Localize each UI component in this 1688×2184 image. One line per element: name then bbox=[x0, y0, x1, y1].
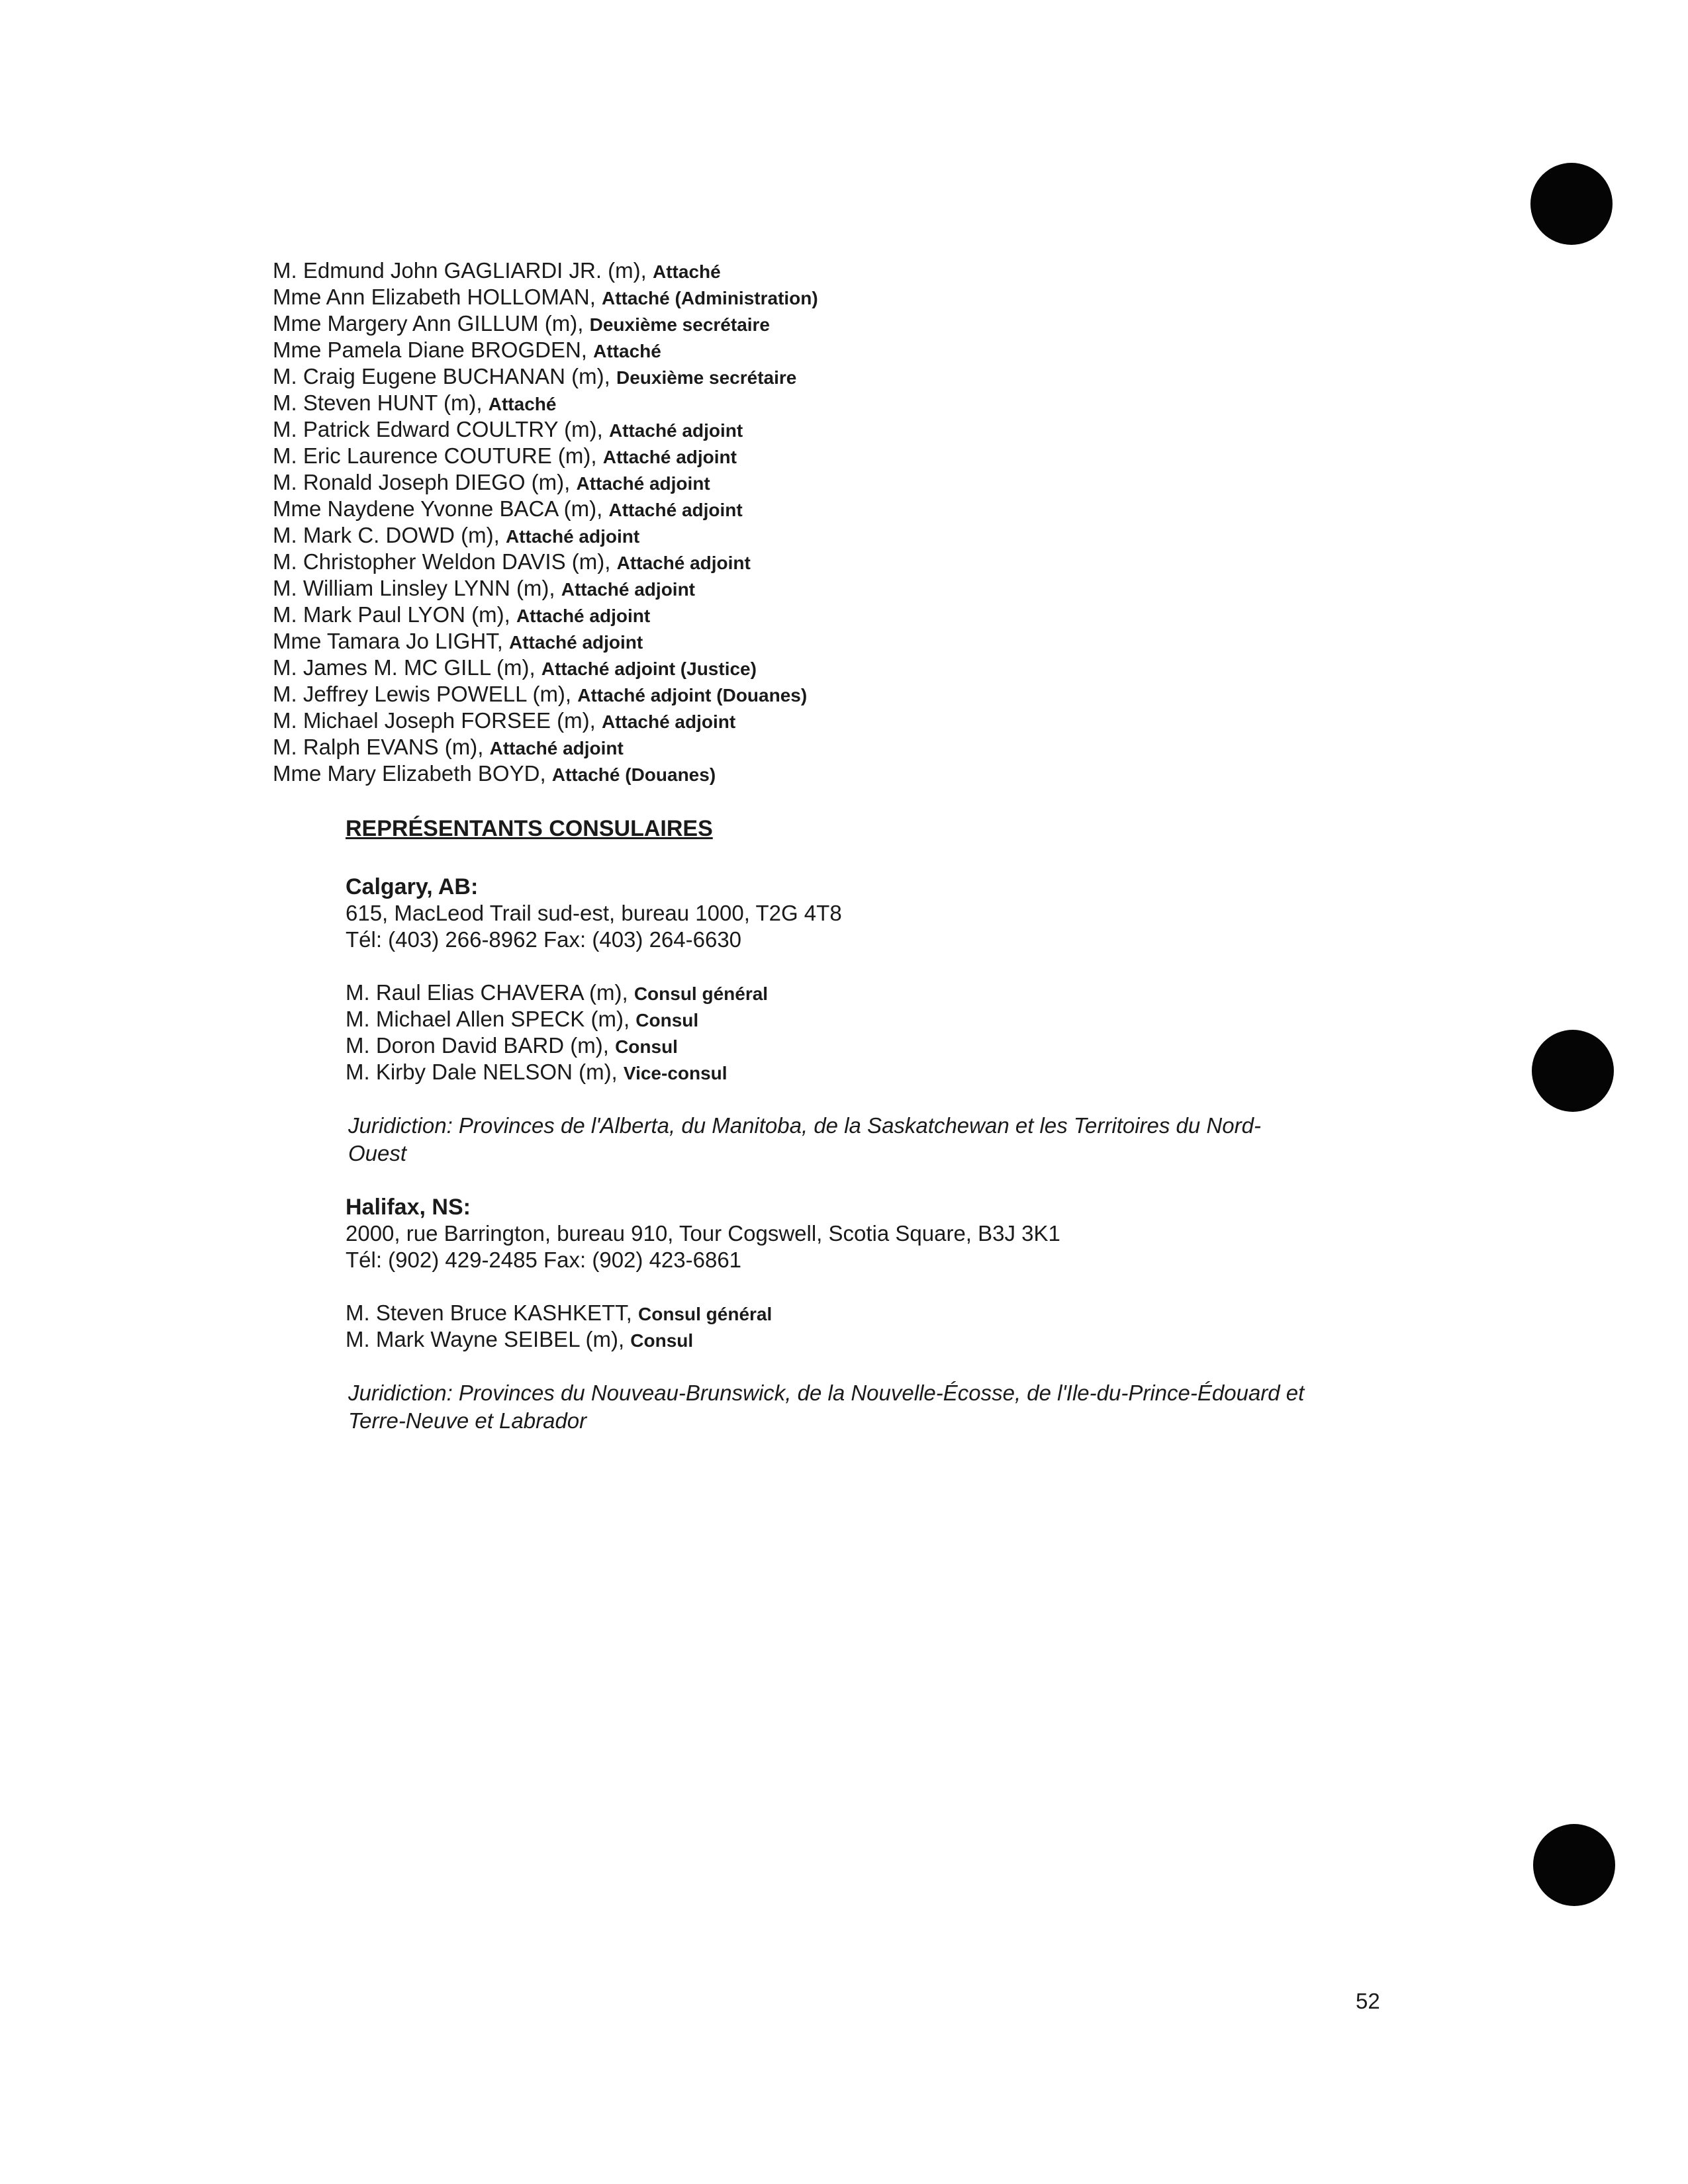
staff-name: M. Mark Paul LYON (m), bbox=[273, 602, 516, 627]
punch-hole-middle bbox=[1532, 1030, 1614, 1112]
staff-entry bbox=[273, 549, 1530, 575]
staff-name: M. Steven HUNT (m), bbox=[273, 390, 489, 415]
page-number: 52 bbox=[1356, 1989, 1380, 2013]
consul-title: Consul général bbox=[633, 983, 769, 1004]
staff-entry bbox=[273, 390, 1530, 416]
consul-name: M. Mark Wayne SEIBEL (m), bbox=[346, 1327, 631, 1351]
consul-entry bbox=[346, 1006, 1471, 1032]
staff-title: Attaché adjoint bbox=[561, 579, 695, 600]
consul-name: M. Kirby Dale NELSON (m), bbox=[346, 1060, 624, 1084]
staff-title: Deuxième secrétaire bbox=[616, 367, 797, 388]
staff-entry bbox=[273, 575, 1530, 602]
staff-title: Attaché bbox=[488, 394, 557, 414]
consul-title: Consul bbox=[630, 1330, 694, 1351]
staff-title: Attaché adjoint bbox=[509, 632, 643, 653]
staff-entry bbox=[273, 337, 1530, 363]
staff-name: M. William Linsley LYNN (m), bbox=[273, 576, 561, 600]
staff-name: Mme Ann Elizabeth HOLLOMAN, bbox=[273, 285, 602, 309]
staff-name: M. James M. MC GILL (m), bbox=[273, 655, 541, 680]
staff-name: M. Edmund John GAGLIARDI JR. (m), bbox=[273, 258, 653, 283]
staff-title: Attaché adjoint bbox=[489, 738, 624, 758]
staff-name: M. Mark C. DOWD (m), bbox=[273, 523, 506, 547]
staff-name: M. Patrick Edward COULTRY (m), bbox=[273, 417, 609, 441]
staff-title: Attaché adjoint bbox=[602, 447, 737, 467]
staff-name: Mme Margery Ann GILLUM (m), bbox=[273, 311, 590, 336]
staff-title: Attaché adjoint bbox=[505, 526, 640, 547]
staff-title: Attaché (Douanes) bbox=[551, 764, 716, 785]
consul-title: Consul général bbox=[638, 1304, 773, 1324]
consulate-phone: Tél: (902) 429-2485 Fax: (902) 423-6861 bbox=[346, 1248, 742, 1272]
consulate-city: Calgary, AB: bbox=[346, 874, 479, 899]
staff-name: M. Eric Laurence COUTURE (m), bbox=[273, 443, 603, 468]
staff-title: Attaché adjoint (Douanes) bbox=[577, 685, 808, 705]
consul-name: M. Doron David BARD (m), bbox=[346, 1033, 616, 1058]
consul-entry bbox=[346, 1326, 1471, 1353]
section-heading: REPRÉSENTANTS CONSULAIRES bbox=[346, 816, 713, 841]
consulate-address: 2000, rue Barrington, bureau 910, Tour Cogswell, Scotia Square, B3J 3K1 bbox=[346, 1221, 1060, 1246]
staff-entry bbox=[273, 443, 1530, 469]
consul-entry bbox=[346, 1300, 1471, 1326]
jurisdiction-note: Juridiction: Provinces du Nouveau-Brunswick, de la Nouvelle-Écosse, de l'Ile-du-Prince-Édouard et Terre-Neuve et Labrador bbox=[348, 1381, 1305, 1433]
staff-title: Attaché adjoint bbox=[601, 711, 736, 732]
staff-name: M. Craig Eugene BUCHANAN (m), bbox=[273, 364, 616, 388]
staff-title: Attaché adjoint bbox=[616, 553, 751, 573]
staff-name: M. Michael Joseph FORSEE (m), bbox=[273, 708, 602, 733]
staff-entry bbox=[273, 681, 1530, 707]
staff-entry bbox=[273, 416, 1530, 443]
staff-title: Attaché adjoint bbox=[608, 500, 743, 520]
staff-entry bbox=[273, 363, 1530, 390]
consulate-phone: Tél: (403) 266-8962 Fax: (403) 264-6630 bbox=[346, 927, 742, 952]
staff-name: M. Ralph EVANS (m), bbox=[273, 735, 490, 759]
consul-entry bbox=[346, 1032, 1471, 1059]
staff-name: M. Jeffrey Lewis POWELL (m), bbox=[273, 682, 578, 706]
staff-entry bbox=[273, 602, 1530, 628]
staff-name: Mme Naydene Yvonne BACA (m), bbox=[273, 496, 609, 521]
consulate-city: Halifax, NS: bbox=[346, 1195, 471, 1220]
punch-hole-top bbox=[1530, 163, 1613, 245]
consulate-address: 615, MacLeod Trail sud-est, bureau 1000, T2G 4T8 bbox=[346, 901, 842, 925]
staff-title: Attaché adjoint bbox=[576, 473, 710, 494]
staff-name: M. Ronald Joseph DIEGO (m), bbox=[273, 470, 577, 494]
staff-entry bbox=[273, 655, 1530, 681]
consulate-halifax bbox=[346, 1194, 1471, 1435]
consul-name: M. Michael Allen SPECK (m), bbox=[346, 1007, 636, 1031]
staff-name: Mme Tamara Jo LIGHT, bbox=[273, 629, 509, 653]
staff-title: Attaché adjoint bbox=[516, 606, 651, 626]
staff-title: Deuxième secrétaire bbox=[589, 314, 771, 335]
staff-entry bbox=[273, 707, 1530, 734]
consul-title: Consul bbox=[635, 1010, 699, 1030]
staff-title: Attaché bbox=[653, 261, 721, 282]
consul-name: M. Steven Bruce KASHKETT, bbox=[346, 1300, 638, 1325]
staff-list bbox=[273, 257, 1530, 787]
staff-title: Attaché adjoint bbox=[608, 420, 743, 441]
consul-title: Vice-consul bbox=[623, 1063, 727, 1083]
staff-entry bbox=[273, 257, 1530, 284]
staff-entry bbox=[273, 496, 1530, 522]
staff-title: Attaché bbox=[593, 341, 661, 361]
consul-name: M. Raul Elias CHAVERA (m), bbox=[346, 980, 634, 1005]
consular-section bbox=[346, 814, 1471, 1435]
staff-entry bbox=[273, 734, 1530, 760]
consul-title: Consul bbox=[615, 1036, 678, 1057]
punch-hole-bottom bbox=[1533, 1824, 1615, 1906]
staff-title: Attaché (Administration) bbox=[602, 288, 818, 308]
staff-title: Attaché adjoint (Justice) bbox=[541, 659, 757, 679]
staff-entry bbox=[273, 310, 1530, 337]
staff-entry bbox=[273, 760, 1530, 787]
jurisdiction-note: Juridiction: Provinces de l'Alberta, du Manitoba, de la Saskatchewan et les Territoires du Nord-Ouest bbox=[348, 1113, 1261, 1165]
consul-entry bbox=[346, 1059, 1471, 1085]
consulate-calgary bbox=[346, 874, 1471, 1194]
staff-entry bbox=[273, 522, 1530, 549]
staff-name: Mme Pamela Diane BROGDEN, bbox=[273, 338, 594, 362]
staff-entry bbox=[273, 469, 1530, 496]
staff-entry bbox=[273, 628, 1530, 655]
staff-name: M. Christopher Weldon DAVIS (m), bbox=[273, 549, 617, 574]
consul-entry bbox=[346, 979, 1471, 1006]
staff-entry bbox=[273, 284, 1530, 310]
staff-name: Mme Mary Elizabeth BOYD, bbox=[273, 761, 552, 786]
